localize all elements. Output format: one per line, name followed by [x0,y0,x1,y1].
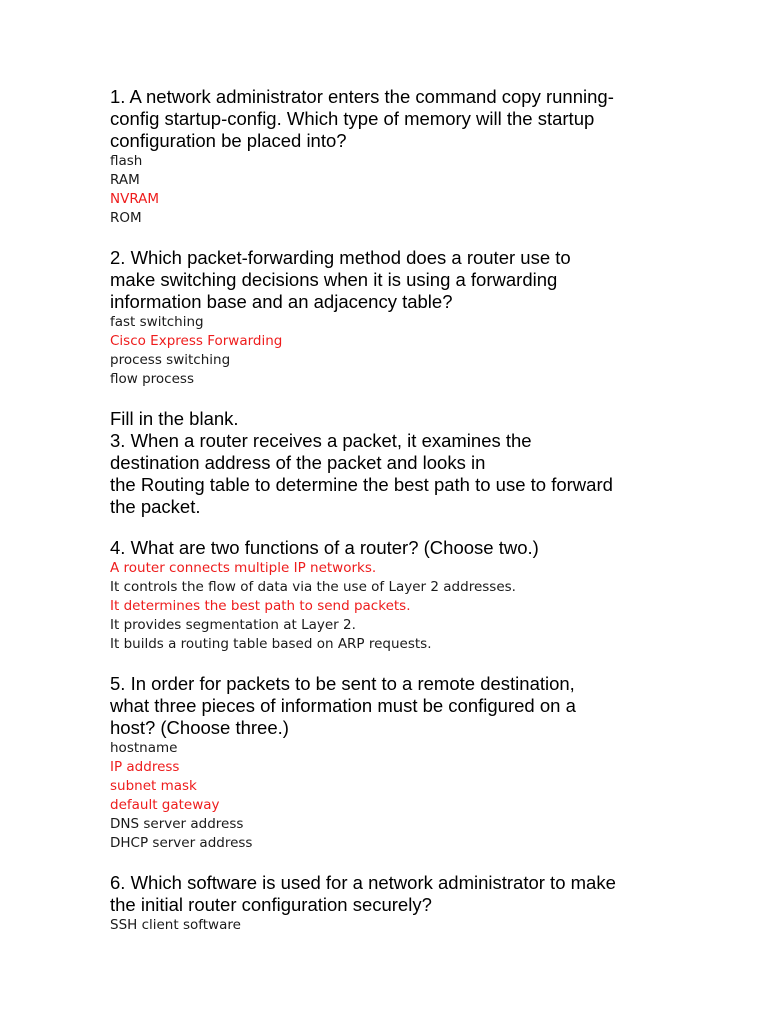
question-6-options [110,916,710,935]
answer-option: SSH client software [110,917,241,933]
answer-option: hostname [110,740,178,756]
question-3 [110,408,710,518]
correct-answer-option: NVRAM [110,191,160,207]
question-1-text: 1. A network administrator enters the command copy running- config startup-config. Which type of memory will the startup configuration be placed into? [110,86,614,151]
question-2-options [110,313,670,389]
answer-option: flash [110,153,143,169]
question-2 [110,247,670,389]
correct-answer-option: IP address [110,759,180,775]
answer-option: It provides segmentation at Layer 2. [110,617,356,633]
answer-option: ROM [110,210,142,226]
answer-option: RAM [110,172,140,188]
answer-option: It controls the flow of data via the use of Layer 2 addresses. [110,579,516,595]
correct-answer-option: A router connects multiple IP networks. [110,560,377,576]
question-6-text: 6. Which software is used for a network administrator to make the initial router configuration securely? [110,872,616,915]
answer-option: flow process [110,371,194,387]
question-4-options [110,559,670,654]
answer-option: fast switching [110,314,204,330]
correct-answer-option: default gateway [110,797,220,813]
question-4-text: 4. What are two functions of a router? (Choose two.) [110,537,539,558]
correct-answer-option: It determines the best path to send packets. [110,598,411,614]
correct-answer-option: subnet mask [110,778,197,794]
answer-option: process switching [110,352,231,368]
question-4 [110,537,670,654]
question-3-text: Fill in the blank. 3. When a router receives a packet, it examines the destination address of the packet and looks in the Routing table to determine the best path to use to forward the packet. [110,408,613,517]
question-6 [110,872,710,935]
answer-option: It builds a routing table based on ARP requests. [110,636,432,652]
answer-option: DHCP server address [110,835,253,851]
answer-option: DNS server address [110,816,244,832]
question-1-options [110,152,670,228]
question-5-text: 5. In order for packets to be sent to a remote destination, what three pieces of information must be configured on a host? (Choose three.) [110,673,576,738]
question-2-text: 2. Which packet-forwarding method does a router use to make switching decisions when it is using a forwarding information base and an adjacency table? [110,247,571,312]
question-5 [110,673,670,853]
correct-answer-option: Cisco Express Forwarding [110,333,283,349]
question-5-options [110,739,670,853]
question-1 [110,86,670,228]
